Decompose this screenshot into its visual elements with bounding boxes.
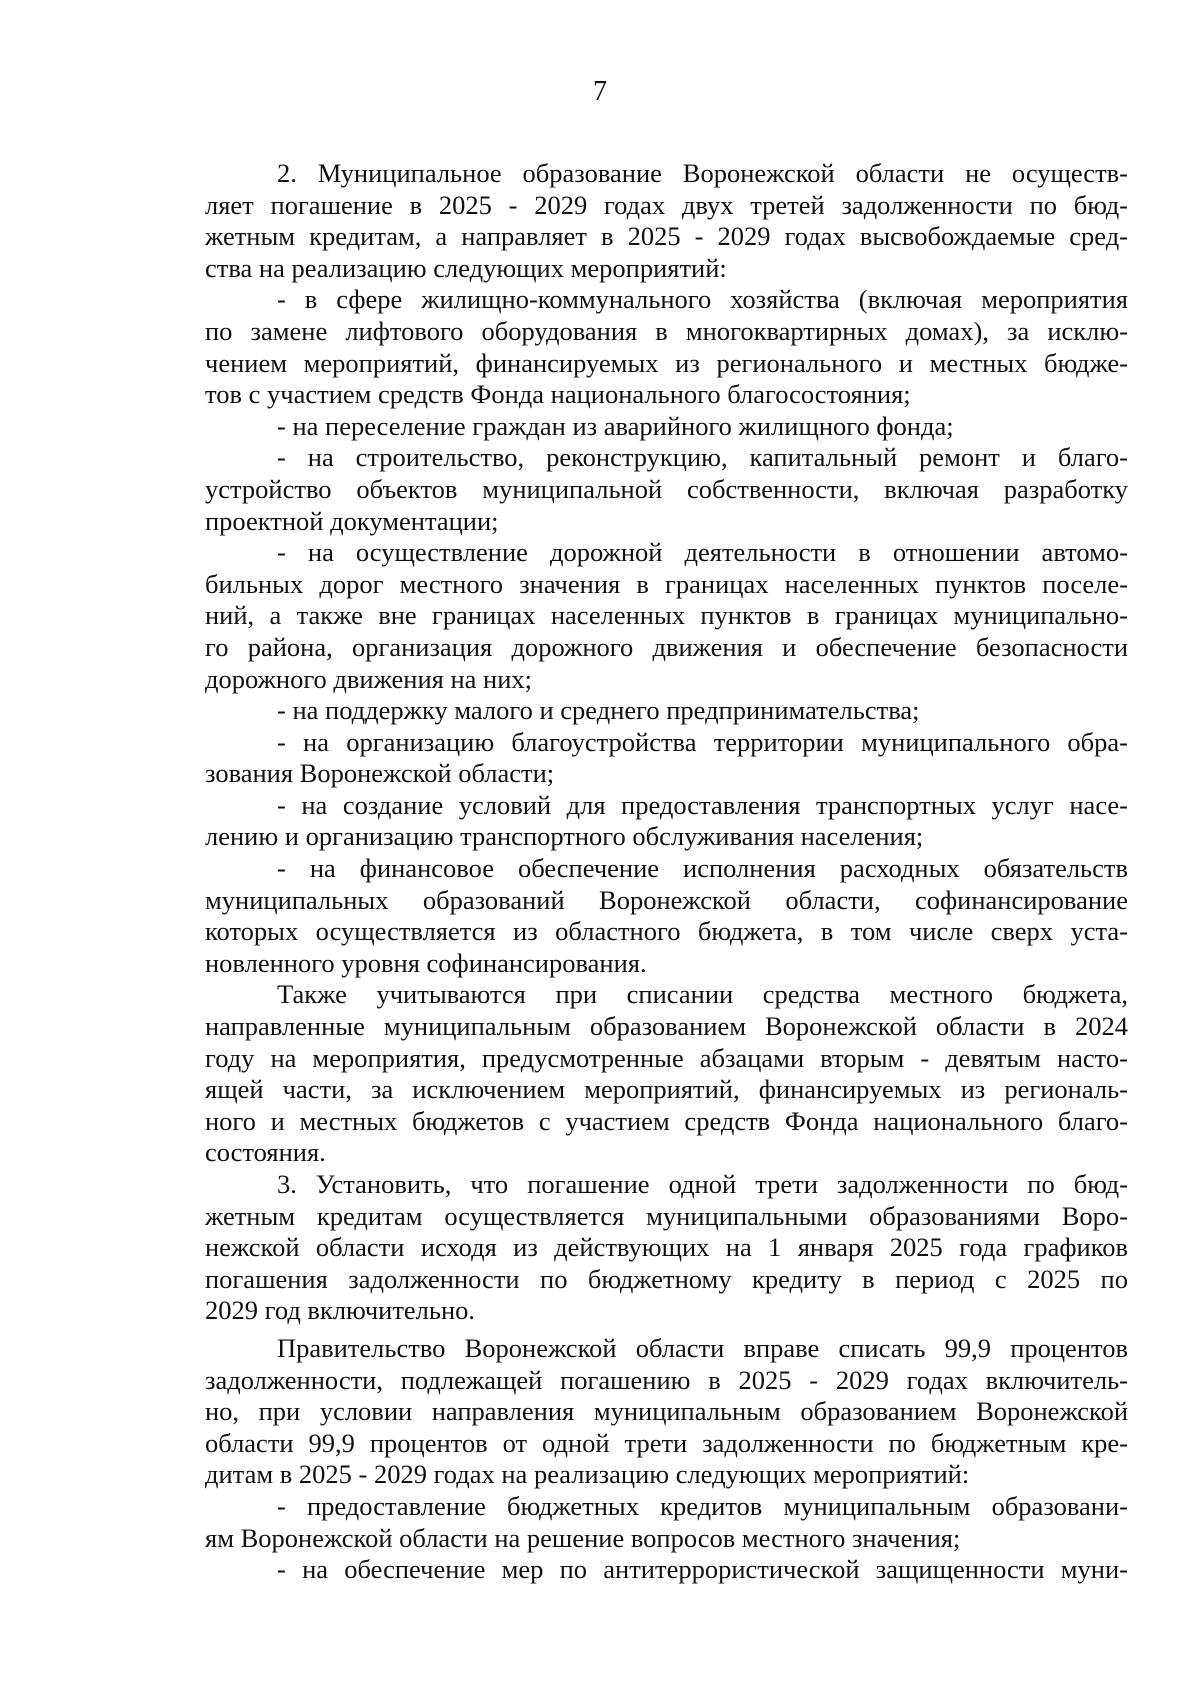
paragraph	[205, 284, 1128, 410]
text-line: по замене лифтового оборудования в многоквартирных домах), за исклю-	[205, 315, 1128, 346]
text-line: но, при условии направления муниципальным образованием Воронежской	[205, 1396, 1128, 1427]
text-line: 2029 год включительно.	[205, 1295, 476, 1326]
paragraph	[205, 442, 1128, 537]
text-line: го района, организация дорожного движения и обеспечение безопасности	[205, 631, 1128, 662]
text-line: бильных дорог местного значения в границах населенных пунктов поселе-	[205, 568, 1128, 599]
text-line: состояния.	[205, 1137, 326, 1168]
text-line: - предоставление бюджетных кредитов муниципальным образовани-	[277, 1490, 1128, 1521]
text-line: устройство объектов муниципальной собственности, включая разработку	[205, 473, 1128, 504]
paragraph	[205, 695, 1128, 727]
paragraph	[205, 979, 1128, 1169]
text-line: ям Воронежской области на решение вопросов местного значения;	[205, 1522, 961, 1553]
text-line: дитам в 2025 - 2029 годах на реализацию следующих мероприятий:	[205, 1459, 970, 1490]
paragraph	[205, 158, 1128, 284]
paragraph	[205, 727, 1128, 790]
text-line: Также учитываются при списании средства местного бюджета,	[277, 979, 1128, 1010]
text-line: - на поддержку малого и среднего предпринимательства;	[277, 695, 920, 726]
text-line: лению и организацию транспортного обслуживания населения;	[205, 821, 924, 852]
text-line: дорожного движения на них;	[205, 663, 533, 694]
paragraph	[205, 1554, 1128, 1586]
paragraph	[205, 411, 1128, 443]
document-body	[205, 158, 1128, 1586]
paragraph	[205, 537, 1128, 695]
text-line: задолженности, подлежащей погашению в 2025 - 2029 годах включитель-	[205, 1364, 1128, 1395]
text-line: жетным кредитам осуществляется муниципальными образованиями Воро-	[205, 1200, 1128, 1231]
text-line: 3. Установить, что погашение одной трети задолженности по бюд-	[277, 1169, 1128, 1199]
text-line: - на финансовое обеспечение исполнения расходных обязательств	[277, 853, 1128, 884]
text-line: - на создание условий для предоставления транспортных услуг насе-	[277, 789, 1128, 820]
paragraph	[205, 790, 1128, 853]
text-line: тов с участием средств Фонда национального благосостояния;	[205, 379, 911, 410]
text-line: ний, а также вне границах населенных пунктов в границах муниципально-	[205, 600, 1128, 631]
paragraph	[205, 1169, 1128, 1327]
text-line: - на осуществление дорожной деятельности в отношении автомо-	[277, 537, 1128, 568]
text-line: которых осуществляется из областного бюджета, в том числе сверх уста-	[205, 916, 1128, 947]
text-line: - на обеспечение мер по антитеррористической защищенности муни-	[277, 1554, 1128, 1585]
text-line: муниципальных образований Воронежской области, софинансирование	[205, 884, 1128, 915]
text-line: - на переселение граждан из аварийного жилищного фонда;	[277, 410, 954, 441]
paragraph	[205, 853, 1128, 979]
text-line: 2. Муниципальное образование Воронежской области не осуществ-	[277, 158, 1128, 188]
text-line: году на мероприятия, предусмотренные абзацами вторым - девятым насто-	[205, 1042, 1128, 1073]
text-line: Правительство Воронежской области вправе списать 99,9 процентов	[277, 1332, 1128, 1363]
paragraph	[205, 1491, 1128, 1554]
text-line: - в сфере жилищно-коммунального хозяйства (включая мероприятия	[277, 284, 1128, 315]
text-line: ства на реализацию следующих мероприятий:	[205, 252, 727, 283]
text-line: - на строительство, реконструкцию, капитальный ремонт и благо-	[277, 442, 1128, 473]
text-line: области 99,9 процентов от одной трети задолженности по бюджетным кре-	[205, 1427, 1128, 1458]
text-line: проектной документации;	[205, 505, 499, 536]
text-line: нежской области исходя из действующих на 1 января 2025 года графиков	[205, 1232, 1128, 1263]
text-line: зования Воронежской области;	[205, 758, 555, 789]
text-line: ляет погашение в 2025 - 2029 годах двух третей задолженности по бюд-	[205, 189, 1128, 220]
text-line: жетным кредитам, а направляет в 2025 - 2029 годах высвобождаемые сред-	[205, 221, 1128, 252]
text-line: - на организацию благоустройства территории муниципального обра-	[277, 726, 1128, 757]
page-number: 7	[593, 76, 607, 107]
text-line: новленного уровня софинансирования.	[205, 947, 647, 978]
text-line: ного и местных бюджетов с участием средств Фонда национального благо-	[205, 1105, 1128, 1136]
text-line: чением мероприятий, финансируемых из регионального и местных бюдже-	[205, 347, 1128, 378]
text-line: ящей части, за исключением мероприятий, финансируемых из региональ-	[205, 1074, 1128, 1105]
paragraph	[205, 1333, 1128, 1491]
text-line: погашения задолженности по бюджетному кредиту в период с 2025 по	[205, 1263, 1128, 1294]
text-line: направленные муниципальным образованием Воронежской области в 2024	[205, 1011, 1128, 1042]
